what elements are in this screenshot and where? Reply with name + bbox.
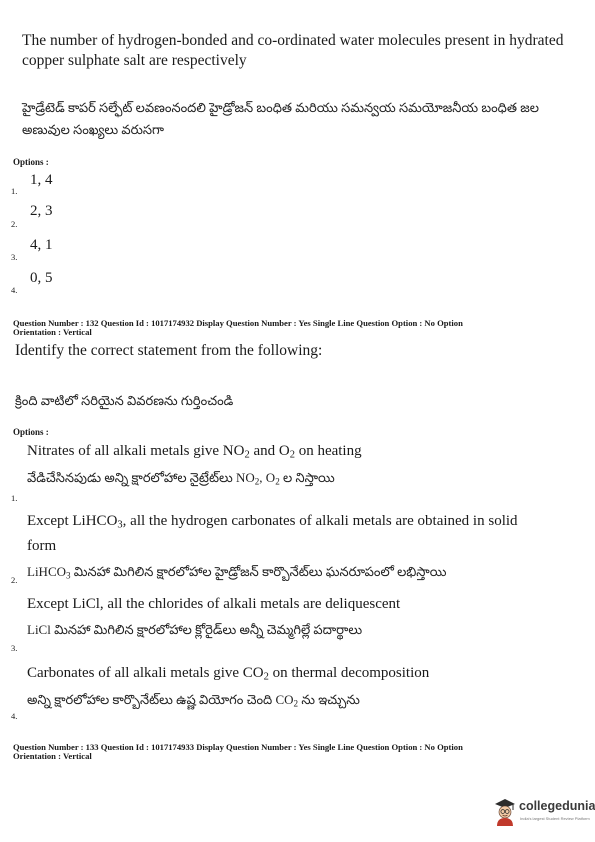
- option-number: 2.: [11, 575, 18, 585]
- option-number: 4.: [11, 285, 18, 295]
- question-text-telugu: హైడ్రేటెడ్ కాపర్ సల్ఫేట్ లవణంనందలి హైడ్రోజన్ బంధిత మరియు సమన్వయ సమయోజనీయ బంధిత జల అణువుల సంఖ్యలు వరుసగా: [22, 100, 539, 137]
- question-text-telugu: క్రింది వాటిలో సరియైన వివరణను గుర్తించండి: [15, 393, 234, 408]
- option-text-english: Nitrates of all alkali metals give $NO_2$ and $O_2$ on heating: [27, 443, 362, 461]
- option-text[interactable]: 0, 5: [30, 270, 53, 286]
- options-label: Options :: [13, 157, 49, 167]
- option-number: 3.: [11, 252, 18, 262]
- option-text-telugu: అన్ని క్షారలోహాల కార్బొనేట్‌లు ఉష్ణ వియోగం చెంది $CO_2$ ను ఇచ్చును: [27, 692, 360, 709]
- student-mascot-icon: [493, 796, 517, 826]
- question-meta-line: Orientation : Vertical: [13, 751, 92, 761]
- logo-tagline: India's largest Student Review Platform: [520, 816, 590, 821]
- option-text[interactable]: 1, 4: [30, 172, 53, 188]
- question-meta-line: Question Number : 133 Question Id : 1017174933 Display Question Number : Yes Single Line Question Option : No Option: [13, 742, 463, 752]
- question-text-english: The number of hydrogen-bonded and co-ordinated water molecules present in hydrated copper sulphate salt are respectively: [22, 32, 564, 69]
- option-text-telugu: LiHCO$_3$ మినహా మిగిలిన క్షారలోహాల హైడ్రోజన్ కార్బొనేట్‌లు ఘనరూపంలో లభిస్తాయి: [27, 564, 447, 581]
- logo-wordmark: collegedunia: [519, 799, 595, 813]
- option-number: 1.: [11, 186, 18, 196]
- collegedunia-logo: [493, 796, 593, 830]
- option-text-telugu: LiCl మినహా మిగిలిన క్షారలోహాల క్లోరైడ్‌లు అన్నీ చెమ్మగిల్లే పదార్థాలు: [27, 622, 363, 637]
- question-meta: [13, 319, 463, 337]
- option-text[interactable]: 2, 3: [30, 203, 53, 219]
- question-meta-line: Question Number : 132 Question Id : 1017174932 Display Question Number : Yes Single Line Question Option : No Option: [13, 318, 463, 328]
- option-number: 1.: [11, 493, 18, 503]
- option-text-english: Except LiHCO$_3$, all the hydrogen carbonates of alkali metals are obtained in solid form: [27, 513, 518, 554]
- option-text-telugu: వేడిచేసినపుడు అన్ని క్షారలోహాల నైట్రేట్‌లు $NO_2$, $O_2$ ల నిస్తాయి: [27, 470, 335, 487]
- question-meta-line: Orientation : Vertical: [13, 327, 92, 337]
- options-label: Options :: [13, 427, 49, 437]
- option-number: 4.: [11, 711, 18, 721]
- option-number: 2.: [11, 219, 18, 229]
- question-meta: [13, 743, 463, 761]
- option-text-english: Except LiCl, all the chlorides of alkali metals are deliquescent: [27, 596, 401, 612]
- option-text[interactable]: 4, 1: [30, 237, 53, 253]
- option-text-english: Carbonates of all alkali metals give $CO_2$ on thermal decomposition: [27, 665, 430, 683]
- question-text-english: Identify the correct statement from the following:: [15, 342, 323, 359]
- option-number: 3.: [11, 643, 18, 653]
